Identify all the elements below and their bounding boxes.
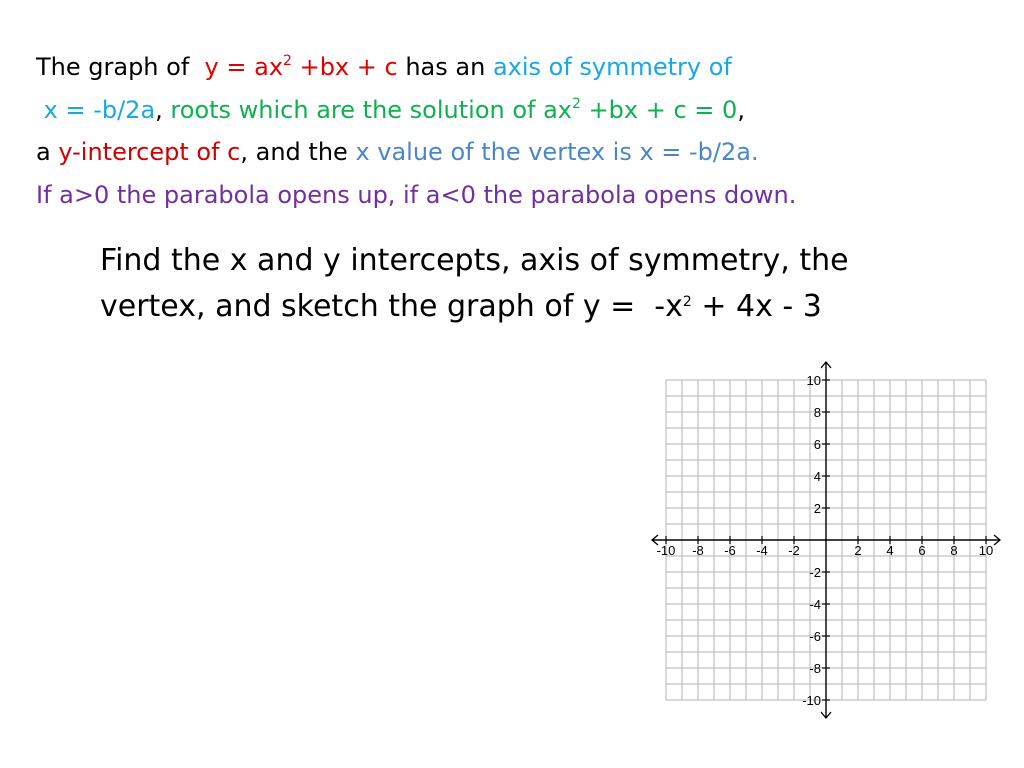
theory-paragraph: [36, 46, 996, 216]
problem-line-1: Find the x and y intercepts, axis of symmetry, the: [100, 243, 849, 278]
theory-text-segment: x = -b/2a: [36, 95, 156, 124]
problem-statement: [100, 238, 920, 330]
y-tick-label: 10: [806, 373, 821, 388]
theory-text-segment: x value of the vertex is x = -b/2a.: [355, 138, 759, 166]
theory-text-segment: y = ax: [204, 53, 284, 81]
theory-text-segment: ,: [737, 95, 745, 124]
y-tick-label: 6: [813, 437, 821, 452]
x-tick-label: -10: [656, 543, 676, 558]
theory-line-1: [36, 46, 996, 89]
theory-text-segment: axis of symmetry of: [492, 53, 732, 81]
theory-line-3: [36, 131, 996, 174]
y-tick-label: -10: [802, 693, 821, 708]
x-tick-label: -6: [724, 543, 736, 558]
problem-line-2: [100, 284, 920, 330]
theory-text-segment: has an: [397, 53, 493, 81]
theory-text-segment: a: [36, 138, 59, 166]
y-tick-label: -4: [809, 597, 821, 612]
coordinate-plane-svg: [636, 356, 1004, 726]
exponent: 2: [283, 53, 292, 69]
x-tick-label: -4: [756, 543, 768, 558]
x-tick-label: 8: [950, 543, 958, 558]
y-tick-label: 8: [813, 405, 821, 420]
coordinate-grid: [636, 356, 1004, 726]
problem-line-2-rest: + 4x - 3: [691, 289, 822, 324]
x-tick-label: 2: [854, 543, 862, 558]
theory-line-4: [36, 174, 996, 217]
theory-text-segment: roots which are the solution of ax: [170, 95, 573, 124]
x-tick-label: 10: [978, 543, 994, 558]
theory-line-2: [36, 89, 996, 132]
x-tick-label: 4: [886, 543, 894, 558]
theory-text-segment: If a>0 the parabola opens up, if a<0 the parabola opens down.: [36, 180, 797, 209]
problem-line-2-text: vertex, and sketch the graph of y = -x: [100, 289, 683, 324]
y-tick-label: 4: [813, 469, 821, 484]
theory-text-segment: +bx + c = 0: [580, 95, 738, 124]
y-tick-label: -6: [809, 629, 821, 644]
exponent: 2: [572, 95, 581, 112]
y-tick-label: 2: [813, 501, 821, 516]
theory-text-segment: , and the: [240, 138, 356, 166]
theory-text-segment: y-intercept of c: [58, 138, 241, 166]
y-tick-label: -8: [809, 661, 821, 676]
theory-text-segment: The graph of: [36, 53, 205, 81]
x-tick-label: 6: [918, 543, 926, 558]
theory-text-segment: ,: [155, 95, 171, 124]
theory-text-segment: +bx + c: [291, 53, 398, 81]
y-tick-label: -2: [809, 565, 821, 580]
x-tick-label: -2: [788, 543, 800, 558]
x-tick-label: -8: [692, 543, 704, 558]
problem-exponent: 2: [682, 294, 692, 310]
